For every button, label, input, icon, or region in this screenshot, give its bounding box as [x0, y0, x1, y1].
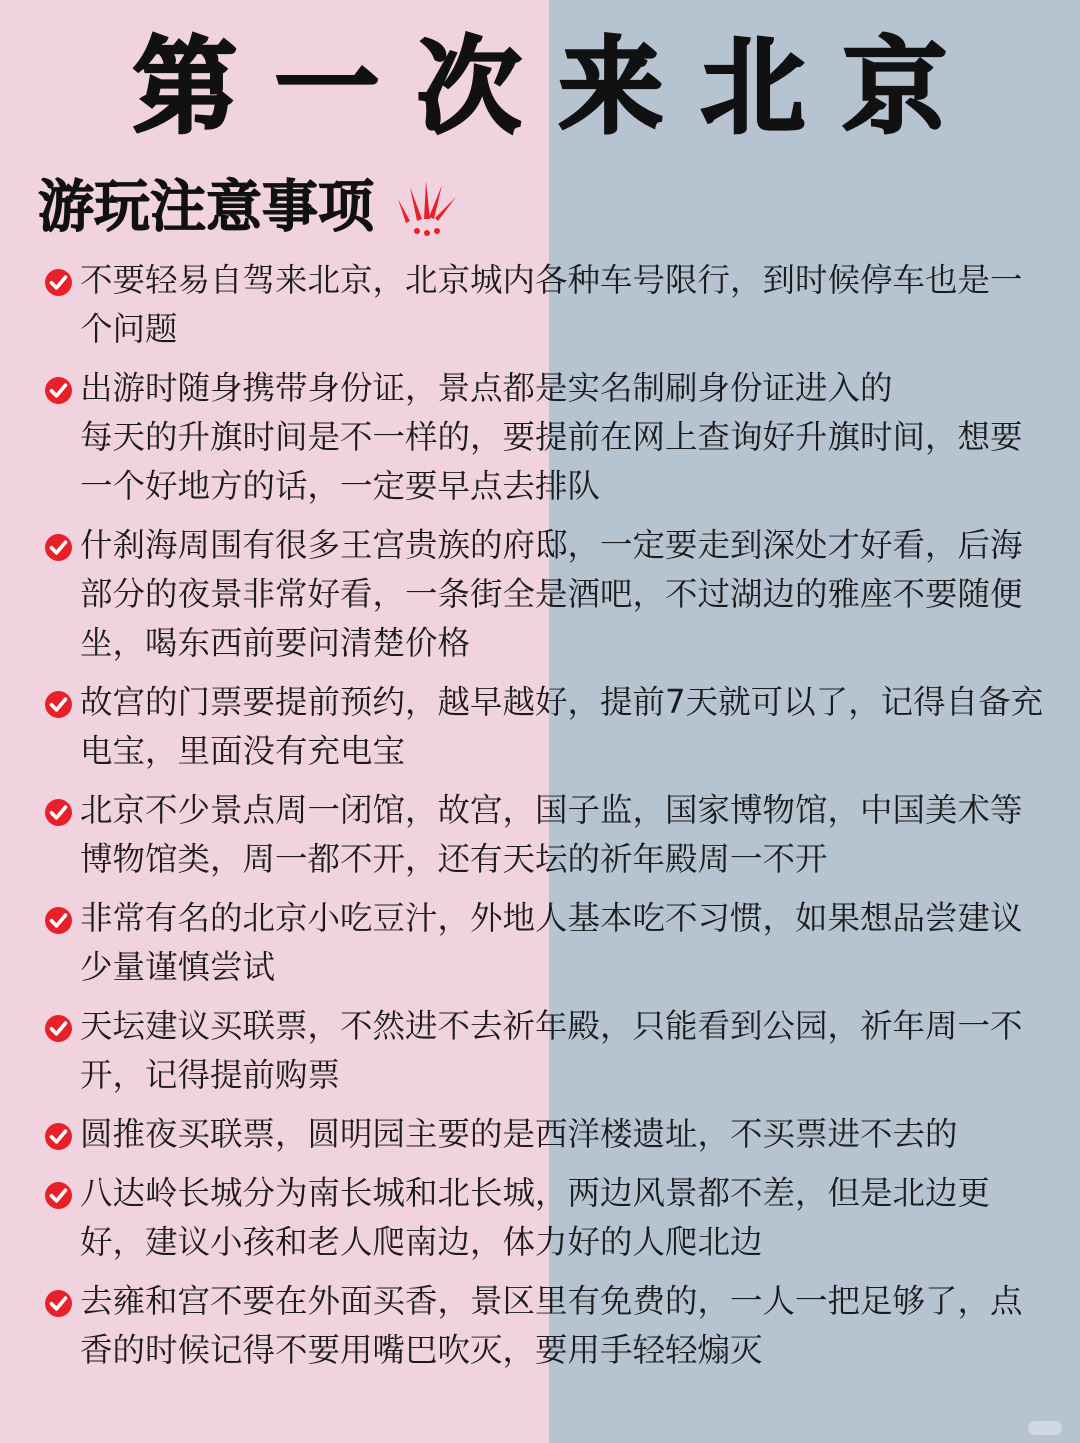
exclamation-burst-icon — [392, 177, 462, 239]
tip-item — [44, 678, 1044, 776]
tip-item — [44, 894, 1044, 992]
tip-text: 圆推夜买联票，圆明园主要的是西洋楼遗址，不买票进不去的 — [80, 1115, 958, 1153]
tip-item — [44, 521, 1044, 668]
tip-item — [44, 1169, 1044, 1267]
check-icon — [44, 1008, 73, 1037]
tip-item — [44, 1110, 1044, 1159]
check-icon — [44, 370, 73, 399]
check-icon — [44, 527, 73, 556]
check-icon — [44, 900, 73, 929]
tip-text: 非常有名的北京小吃豆汁，外地人基本吃不习惯，如果想品尝建议少量谨慎尝试 — [80, 899, 1023, 986]
tip-item — [44, 256, 1044, 354]
check-icon — [44, 792, 73, 821]
section-header — [38, 172, 462, 244]
tip-text: 故宫的门票要提前预约，越早越好，提前7天就可以了，记得自备充电宝，里面没有充电宝 — [80, 683, 1044, 770]
page-title: 第一次来北京 — [132, 26, 985, 148]
tip-text: 北京不少景点周一闭馆，故宫，国子监，国家博物馆，中国美术等博物馆类，周一都不开，还有天坛的祈年殿周一不开 — [80, 791, 1023, 878]
tip-text: 不要轻易自驾来北京，北京城内各种车号限行，到时候停车也是一个问题 — [80, 261, 1023, 348]
check-icon — [44, 262, 73, 291]
tip-text: 去雍和宫不要在外面买香，景区里有免费的，一人一把足够了，点香的时候记得不要用嘴巴吹灭，要用手轻轻煽灭 — [80, 1282, 1023, 1369]
check-icon — [44, 1116, 73, 1145]
watermark — [1028, 1421, 1062, 1435]
tip-item — [44, 364, 1044, 511]
section-title: 游玩注意事项 — [38, 175, 374, 240]
tip-text: 什刹海周围有很多王宫贵族的府邸，一定要走到深处才好看，后海部分的夜景非常好看，一条街全是酒吧，不过湖边的雅座不要随便坐，喝东西前要问清楚价格 — [80, 526, 1023, 662]
check-icon — [44, 1283, 73, 1312]
tip-text: 八达岭长城分为南长城和北长城，两边风景都不差，但是北边更好，建议小孩和老人爬南边，体力好的人爬北边 — [80, 1174, 991, 1261]
tip-item — [44, 786, 1044, 884]
tip-text: 天坛建议买联票，不然进不去祈年殿，只能看到公园，祈年周一不开，记得提前购票 — [80, 1007, 1023, 1094]
tip-item — [44, 1002, 1044, 1100]
check-icon — [44, 1175, 73, 1204]
tips-list — [44, 256, 1044, 1385]
tip-text: 出游时随身携带身份证，景点都是实名制刷身份证进入的 每天的升旗时间是不一样的，要提前在网上查询好升旗时间，想要一个好地方的话，一定要早点去排队 — [80, 369, 1023, 505]
tip-item — [44, 1277, 1044, 1375]
check-icon — [44, 684, 73, 713]
